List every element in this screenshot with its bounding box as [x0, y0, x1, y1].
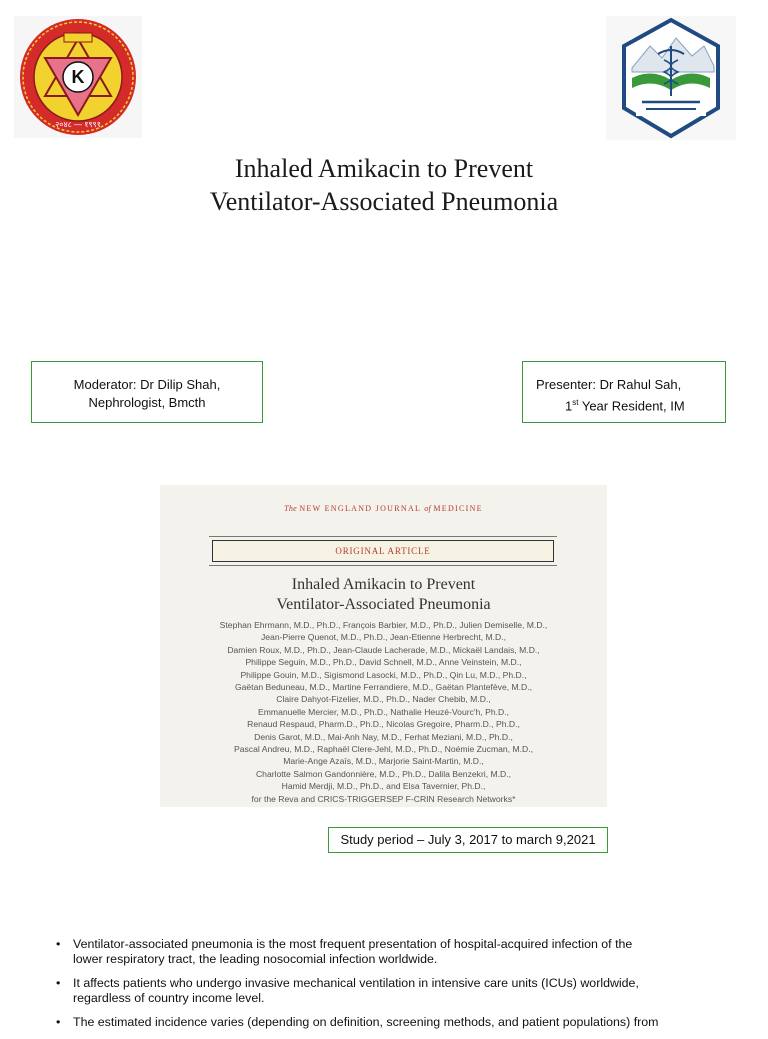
author-line: Renaud Respaud, Pharm.D., Ph.D., Nicolas Gregoire, Pharm.D., Ph.D., — [247, 719, 520, 730]
presenter-line1: Presenter: Dr Rahul Sah, — [536, 377, 682, 392]
author-line: Jean-Pierre Quenot, M.D., Ph.D., Jean-Etienne Herbrecht, M.D., — [260, 632, 507, 643]
bullet-text-line1: The estimated incidence varies (depending on definition, screening methods, and patient populations) from — [73, 1015, 659, 1029]
bullet-item — [56, 937, 716, 967]
article-title-line1: Inhaled Amikacin to Prevent — [291, 576, 476, 593]
svg-text:K: K — [71, 67, 85, 87]
svg-text:२०४८ — १९९१: २०४८ — १९९१ — [55, 120, 101, 129]
journal-name-main: NEW ENGLAND JOURNAL — [299, 504, 425, 513]
presenter-line2 — [565, 394, 725, 415]
author-line: Philippe Seguin, M.D., Ph.D., David Schnell, M.D., Anne Veinstein, M.D., — [245, 657, 522, 668]
bullet-item — [56, 1015, 716, 1030]
author-line: Philippe Gouin, M.D., Sigismond Lasocki, M.D., Ph.D., Qin Lu, M.D., Ph.D., — [240, 669, 527, 680]
slide-title-line1: Inhaled Amikacin to Prevent — [234, 154, 534, 183]
article-title — [160, 575, 607, 615]
moderator-box — [31, 361, 263, 423]
article-title-line2: Ventilator-Associated Pneumonia — [276, 596, 491, 613]
bullet-text-line2: regardless of country income level. — [73, 991, 265, 1005]
bullet-text-line1: Ventilator-associated pneumonia is the most frequent presentation of hospital-acquired infection of the — [73, 937, 633, 951]
author-line: Damien Roux, M.D., Ph.D., Jean-Claude Lacherade, M.D., Mickaël Landais, M.D., — [227, 644, 540, 655]
journal-name-end: MEDICINE — [433, 504, 483, 513]
author-line: for the Reva and CRICS-TRIGGERSEP F-CRIN Research Networks* — [251, 793, 516, 804]
slide-title-line2: Ventilator-Associated Pneumonia — [209, 187, 559, 216]
author-line: Marie-Ange Azaïs, M.D., Marjorie Saint-Martin, M.D., — [283, 756, 484, 767]
moderator-line2: Nephrologist, Bmcth — [88, 395, 206, 410]
author-line: Gaëtan Beduneau, M.D., Martine Ferrandiere, M.D., Gaëtan Plantefève, M.D., — [234, 682, 533, 693]
presenter-ordinal-number: 1 — [565, 398, 573, 414]
journal-of: of — [424, 504, 434, 513]
author-line: Denis Garot, M.D., Mai-Anh Nay, M.D., Ferhat Meziani, M.D., Ph.D., — [254, 731, 513, 742]
journal-the: The — [284, 504, 300, 513]
kathmandu-university-logo — [14, 16, 142, 138]
journal-masthead — [160, 504, 607, 513]
presenter-box — [522, 361, 726, 423]
author-line: Charlotte Salmon Gandonnière, M.D., Ph.D., Dalila Benzekri, M.D., — [255, 768, 512, 779]
section-banner-frame — [209, 536, 557, 566]
study-period-box: Study period – July 3, 2017 to march 9,2021 — [328, 827, 608, 853]
section-banner: ORIGINAL ARTICLE — [212, 540, 554, 562]
author-line: Hamid Merdji, M.D., Ph.D., and Elsa Tavernier, Ph.D., — [281, 781, 486, 792]
bullet-marker: • — [56, 976, 61, 990]
article-authors — [160, 619, 607, 805]
moderator-line1: Moderator: Dr Dilip Shah, — [73, 377, 221, 392]
presenter-role: Year Resident, IM — [578, 398, 685, 414]
birat-medical-college-logo — [606, 16, 736, 140]
author-line: Emmanuelle Mercier, M.D., Ph.D., Nathalie Heuzé-Vourc'h, Ph.D., — [258, 706, 509, 717]
bullet-marker: • — [56, 1015, 61, 1029]
author-line: Pascal Andreu, M.D., Raphaël Clere-Jehl, M.D., Ph.D., Noémie Zucman, M.D., — [234, 744, 533, 755]
bullet-text-line2: lower respiratory tract, the leading nosocomial infection worldwide. — [73, 952, 438, 966]
author-line: Stephan Ehrmann, M.D., Ph.D., François Barbier, M.D., Ph.D., Julien Demiselle, M.D., — [219, 620, 548, 630]
bullet-marker: • — [56, 937, 61, 951]
presenter-ordinal-suffix: st — [572, 398, 579, 407]
author-line: Claire Dahyot-Fizelier, M.D., Ph.D., Nader Chebib, M.D., — [276, 694, 491, 705]
nejm-article-header-image — [160, 485, 607, 807]
slide-title — [0, 152, 768, 218]
bullet-text-line1: It affects patients who undergo invasive mechanical ventilation in intensive care units (ICUs) worldwide, — [73, 976, 639, 990]
bullet-item — [56, 976, 716, 1006]
